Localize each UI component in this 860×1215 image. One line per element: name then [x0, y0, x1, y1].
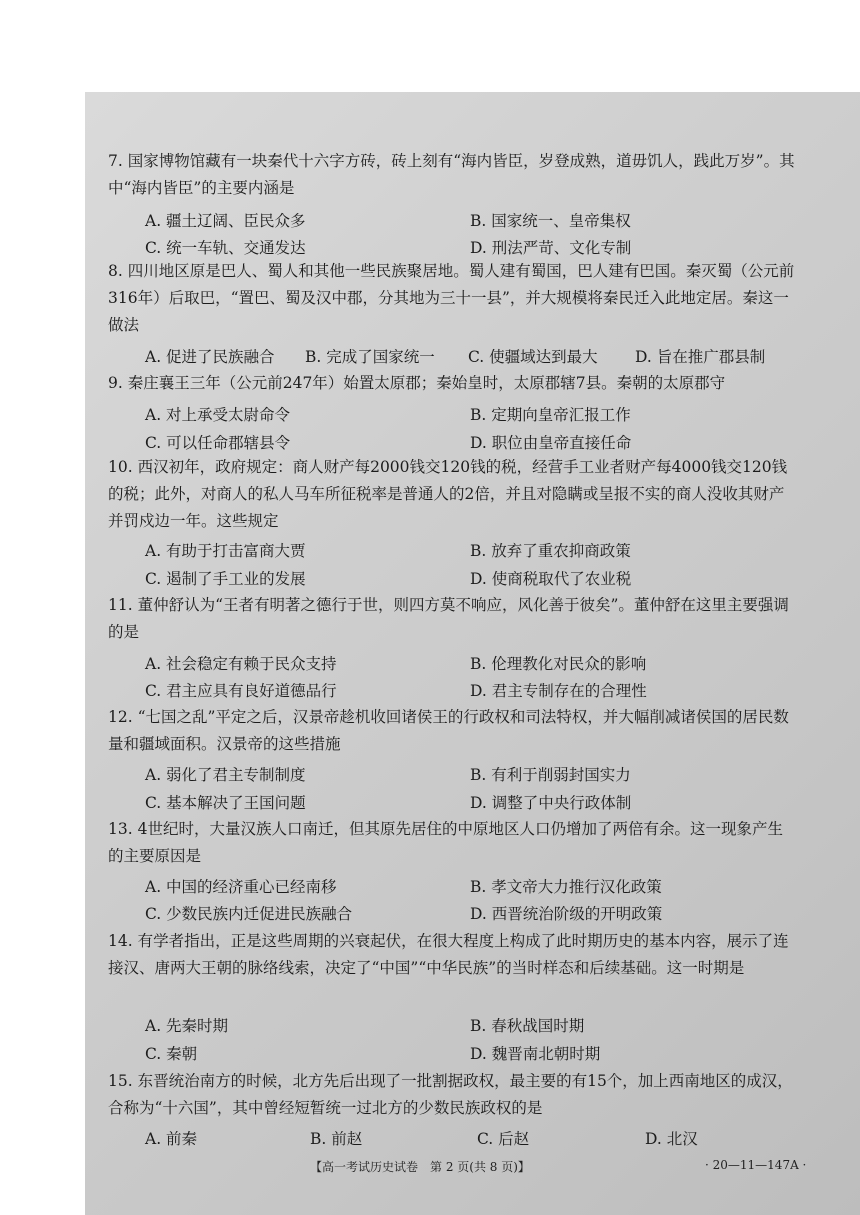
question-10-stem: 10. 西汉初年，政府规定：商人财产每2000钱交120钱的税，经营手工业者财产每4000钱交120钱的税；此外，对商人的私人马车所征税率是普通人的2倍，并且对隐瞒或呈报不实的商人没收其财产并罚戍边一年。这些规定 [108, 458, 788, 530]
question-14-option-c: C. 秦朝 [145, 1045, 198, 1063]
question-9-option-c: C. 可以任命郡辖县令 [145, 434, 291, 452]
question-13-option-c: C. 少数民族内迁促进民族融合 [145, 905, 353, 923]
question-15-option-a: A. 前秦 [145, 1130, 198, 1148]
question-8-option-b: B. 完成了国家统一 [305, 348, 435, 366]
question-13-option-b: B. 孝文帝大力推行汉化政策 [470, 878, 662, 896]
question-7-stem: 7. 国家博物馆藏有一块秦代十六字方砖，砖上刻有“海内皆臣，岁登成熟，道毋饥人，践此万岁”。其中“海内皆臣”的主要内涵是 [108, 152, 795, 197]
question-13-option-d: D. 西晋统治阶级的开明政策 [470, 905, 663, 923]
question-13-stem: 13. 4世纪时，大量汉族人口南迁，但其原先居住的中原地区人口仍增加了两倍有余。这一现象产生的主要原因是 [108, 820, 783, 865]
question-7-option-d: D. 刑法严苛、文化专制 [470, 239, 632, 257]
question-10-option-b: B. 放弃了重农抑商政策 [470, 542, 631, 560]
question-12-option-c: C. 基本解决了王国问题 [145, 794, 306, 812]
question-14-option-b: B. 春秋战国时期 [470, 1017, 585, 1035]
question-15-option-c: C. 后赵 [477, 1130, 530, 1148]
question-12-option-a: A. 弱化了君主专制制度 [145, 766, 306, 784]
question-11-option-c: C. 君主应具有良好道德品行 [145, 682, 337, 700]
page-footer-label: 【高一考试历史试卷 第 2 页(共 8 页)】 [310, 1160, 530, 1174]
question-14-option-d: D. 魏晋南北朝时期 [470, 1045, 601, 1063]
question-11-option-d: D. 君主专制存在的合理性 [470, 682, 647, 700]
question-9-stem: 9. 秦庄襄王三年（公元前247年）始置太原郡；秦始皇时，太原郡辖7县。秦朝的太原郡守 [108, 374, 726, 392]
question-9-option-a: A. 对上承受太尉命令 [145, 406, 291, 424]
question-15-option-d: D. 北汉 [645, 1130, 698, 1148]
question-8-option-c: C. 使疆域达到最大 [468, 348, 598, 366]
question-11-option-b: B. 伦理教化对民众的影响 [470, 655, 647, 673]
question-7-option-c: C. 统一车轨、交通发达 [145, 239, 306, 257]
question-11-stem: 11. 董仲舒认为“王者有明著之德行于世，则四方莫不响应，风化善于彼矣”。董仲舒在这里主要强调的是 [108, 596, 789, 641]
question-10-option-c: C. 遏制了手工业的发展 [145, 570, 306, 588]
question-9-option-d: D. 职位由皇帝直接任命 [470, 434, 632, 452]
question-15-stem: 15. 东晋统治南方的时候，北方先后出现了一批割据政权，最主要的有15个，加上西南地区的成汉，合称为“十六国”，其中曾经短暂统一过北方的少数民族政权的是 [108, 1072, 793, 1117]
question-14-option-a: A. 先秦时期 [145, 1017, 229, 1035]
question-8-option-a: A. 促进了民族融合 [145, 348, 275, 366]
question-10-option-a: A. 有助于打击富商大贾 [145, 542, 306, 560]
question-8-stem: 8. 四川地区原是巴人、蜀人和其他一些民族聚居地。蜀人建有蜀国，巴人建有巴国。秦灭蜀（公元前316年）后取巴，“置巴、蜀及汉中郡，分其地为三十一县”，并大规模将秦民迁入此地定居。秦这一做法 [108, 262, 795, 334]
question-8-option-d: D. 旨在推广郡县制 [635, 348, 766, 366]
question-7-option-a: A. 疆土辽阔、臣民众多 [145, 212, 306, 230]
question-11-option-a: A. 社会稳定有赖于民众支持 [145, 655, 337, 673]
question-12-stem: 12. “七国之乱”平定之后，汉景帝趁机收回诸侯王的行政权和司法特权，并大幅削减诸侯国的居民数量和疆域面积。汉景帝的这些措施 [108, 708, 789, 753]
question-13-option-a: A. 中国的经济重心已经南移 [145, 878, 337, 896]
question-12-option-d: D. 调整了中央行政体制 [470, 794, 632, 812]
question-9-option-b: B. 定期向皇帝汇报工作 [470, 406, 631, 424]
question-15-option-b: B. 前赵 [310, 1130, 363, 1148]
question-12-option-b: B. 有利于削弱封国实力 [470, 766, 631, 784]
question-10-option-d: D. 使商税取代了农业税 [470, 570, 632, 588]
exam-code: · 20—11—147A · [705, 1158, 807, 1172]
question-14-stem: 14. 有学者指出，正是这些周期的兴衰起伏，在很大程度上构成了此时期历史的基本内容，展示了连接汉、唐两大王朝的脉络线索，决定了“中国”“中华民族”的当时样态和后续基础。这一时期是 [108, 932, 789, 977]
question-7-option-b: B. 国家统一、皇帝集权 [470, 212, 631, 230]
